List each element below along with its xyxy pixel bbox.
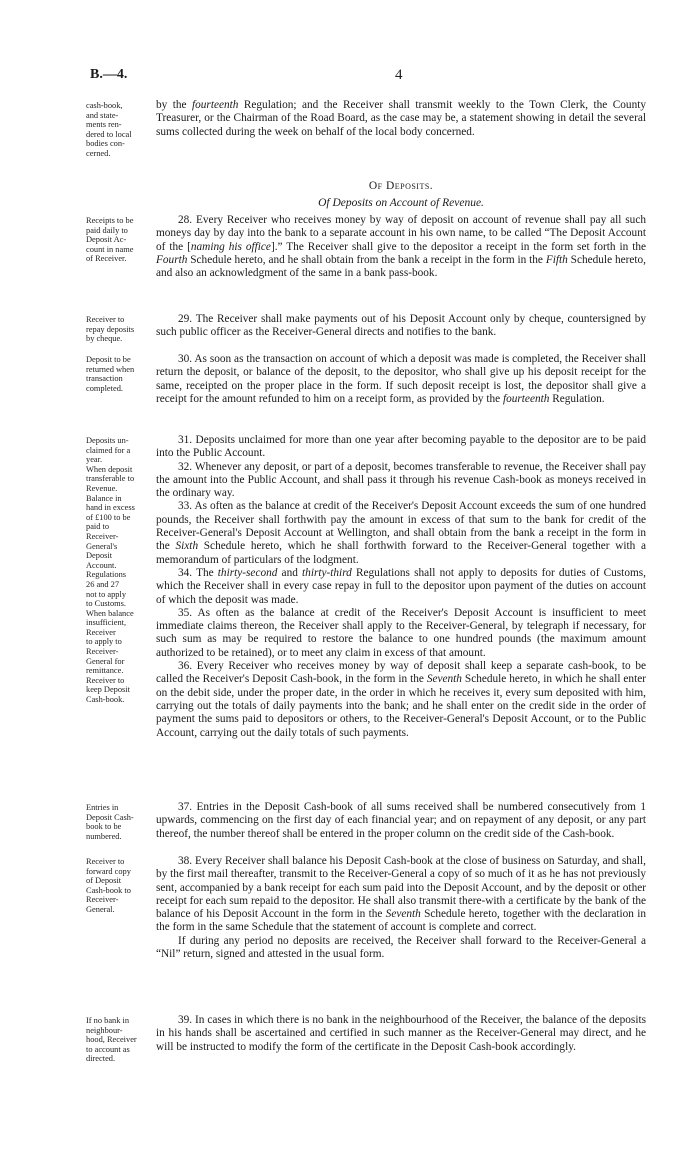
margin-note-line: to apply to [86,637,122,647]
margin-note-line: claimed for a [86,445,131,455]
section-38 [86,855,646,961]
paragraph-39: 39. In cases in which there is no bank in the neighbourhood of the Receiver, the balance of the deposits in his hands shall be ascertained and certified in such manner as the Receiver-General may direct, and he will be instructed to modify the form of the certificate in the Deposit Cash-book accordingly. [156,1014,646,1053]
margin-note-line: of Receiver. [86,254,127,264]
margin-note-line: Cash-book to [86,885,131,895]
paragraph-33: 33. As often as the balance at credit of the Receiver's Deposit Account exceeds the sum of one hundred pounds, the Receiver shall forthwith pay the amount in excess of that sum to the bank for credit of the Receiver-General's Deposit Account at Wellington, and shall obtain from the bank a receipt in the form in the Sixth Schedule hereto, which he shall forthwith forward to the Receiver-General together with a memorandum of particulars of the lodgment. [156,500,646,566]
margin-note-line: cash-book, [86,101,123,110]
margin-note [86,434,152,740]
margin-note-line: Receipts to be [86,216,134,225]
margin-note-line: Receiver- [86,895,119,905]
margin-note-line: Regulations [86,570,127,580]
section-title: Of Deposits. [368,180,434,192]
margin-note-line: General. [86,904,115,914]
section-29 [86,313,646,344]
margin-note-line: of £100 to be [86,512,131,522]
paragraph-29: 29. The Receiver shall make payments out of his Deposit Account only by cheque, countersigned by such public officer as the Receiver-General directs and notifies to the bank. [156,313,646,339]
margin-note-line: General for [86,656,125,666]
margin-note-line: hand in excess [86,503,135,513]
margin-note-line: If no bank in [86,1016,130,1025]
margin-note [86,214,152,280]
paragraph-body [156,99,646,159]
paragraph-37: 37. Entries in the Deposit Cash-book of all sums received shall be numbered consecutively from 1 upwards, commencing on the first day of each financial year; and on repayment of any deposit, or any part thereof, the number thereof shall be entered in the proper column on the credit side of the Cash-book. [156,801,646,840]
margin-note-line: book to be [86,822,122,832]
margin-note-line: directed. [86,1054,116,1064]
margin-note-line: Account. [86,560,117,570]
margin-note-line: year. [86,455,103,465]
paragraph-35: 35. As often as the balance at credit of the Receiver's Deposit Account is insufficient to meet immediate claims thereon, the Receiver shall apply to the Receiver-General, by telegraph if necessary, for such sum as may be required to restore the balance to one hundred pounds (the maximum amount authorized to be retained), or to meet any claim in excess of that amount. [156,606,646,659]
paragraph-continuation: by the fourteenth Regulation; and the Receiver shall transmit weekly to the Town Clerk, the County Treasurer, or the Chairman of the Road Board, as the case may be, a statement showing in detail the several sums collected during the week on behalf of the local body concerned. [156,99,647,138]
section-28 [86,214,646,280]
margin-note-line: General's [86,541,118,551]
page-number: 4 [395,67,403,83]
margin-note [86,313,152,344]
margin-note-line: Deposit to be [86,355,131,364]
margin-note-line: dered to local [86,129,132,139]
margin-note-line: to Customs. [86,599,127,609]
margin-note [86,855,152,961]
margin-note-line: to account as [86,1044,130,1054]
margin-note-line: ments ren- [86,120,122,130]
section-subtitle: Of Deposits on Account of Revenue. [318,197,484,209]
margin-note-line: Receiver to [86,315,125,324]
paragraph-34: 34. The thirty-second and thirty-third Regulations shall not apply to deposits for duties of Customs, which the Receiver shall in every case repay in full to the depositor upon payment of the duties on account of which the deposit was made. [156,566,646,606]
margin-note-line: not to apply [86,589,127,599]
paragraph-36: 36. Every Receiver who receives money by way of deposit shall keep a separate cash-book, to be called the Receiver's Deposit Cash-book, in the form in the Seventh Schedule hereto, in which he shall enter on the debit side, under the proper date, in the order in which he receives it, every sum deposited with him, carrying out the totals of daily payments into the bank; and he shall enter on the credit side in the order of payment the sums paid to depositors or others, to the Receiver-General's Deposit Account, or to the Public Account, carrying out the daily totals of such payments. [156,660,646,739]
margin-note-line: paid daily to [86,225,128,235]
margin-note-line: Deposit [86,551,113,561]
margin-note-line: of Deposit [86,876,122,886]
margin-note-line: transaction [86,374,123,384]
margin-note [86,99,152,159]
margin-note-line: Receiver [86,627,116,637]
section-30 [86,353,646,406]
margin-note-line: hood, Receiver [86,1035,137,1045]
document-code: B.—4. [90,67,128,82]
paragraph-38: 38. Every Receiver shall balance his Deposit Cash-book at the close of business on Saturday, and shall, by the first mail thereafter, transmit to the Receiver-General a copy of so much of it as he has not previously sent, accompanied by a bank receipt for each sum paid into the Deposit Account, and by the deposit or other receipt for each sum repaid to the depositor. He shall also transmit there-with a certificate by the bank of the balance of his Deposit Account in the form in the Seventh Schedule hereto, together with the declaration in the form in the same Schedule that the statement of account is complete and correct. [156,855,646,934]
margin-note-line: repay deposits [86,324,135,334]
paragraph-30: 30. As soon as the transaction on account of which a deposit was made is completed, the Receiver shall return the deposit, or balance of the deposit, to the depositor, who shall give up his deposit receipt for the same, receipted on the proper place in the form. If such deposit receipt is lost, the depositor shall give a receipt for the amount refunded to him on a receipt form, as provided by the fourteenth Regulation. [156,353,646,405]
paragraph-31: 31. Deposits unclaimed for more than one year after becoming payable to the depositor are to be paid into the Public Account. [156,434,646,460]
margin-note-line: cerned. [86,148,111,158]
margin-note-line: Balance in [86,493,122,503]
margin-note-line: remittance. [86,666,124,676]
margin-note-line: numbered. [86,831,122,841]
margin-note-line: neighbour- [86,1025,123,1035]
margin-note-line: Receiver to [86,675,125,685]
margin-note-line: returned when [86,364,135,374]
section-37 [86,801,646,841]
margin-note-line: Deposit Cash- [86,812,134,822]
margin-note-line: forward copy [86,866,131,876]
margin-note-line: Receiver- [86,531,119,541]
margin-note-line: Receiver- [86,647,119,657]
margin-note-line: Deposits un- [86,436,129,445]
section-31-36 [86,434,646,740]
margin-note-line: When deposit [86,464,133,474]
margin-note-line: and state- [86,110,119,120]
margin-note-line: When balance [86,608,134,618]
paragraph-38-nil: If during any period no deposits are received, the Receiver shall forward to the Receiver-General a “Nil” return, signed and attested in the usual form. [156,934,646,961]
paragraph-28: 28. Every Receiver who receives money by way of deposit on account of revenue shall pay all such moneys day by day into the bank to a separate account in his own name, to be called “The Deposit Account of the [naming his office].” The Receiver shall give to the depositor a receipt in the form set forth in the Fourth Schedule hereto, and he shall obtain from the bank a receipt in the form in the Fifth Schedule hereto, and also an acknowledgment of the same in a bank pass-book. [156,214,646,280]
margin-note-line: transferable to [86,474,135,484]
margin-note-line: keep Deposit [86,685,130,695]
top-section [86,99,646,159]
margin-note-line: Receiver to [86,857,125,866]
margin-note-line: by cheque. [86,334,123,344]
margin-note-line: Cash-book. [86,695,125,705]
margin-note-line: 26 and 27 [86,579,120,589]
margin-note-line: Entries in [86,803,119,812]
margin-note-line: insufficient, [86,618,127,628]
margin-note-line: completed. [86,383,123,393]
section-39 [86,1014,646,1064]
margin-note-line: bodies con- [86,139,125,149]
margin-note-line: Revenue. [86,483,118,493]
margin-note [86,1014,152,1064]
margin-note [86,353,152,406]
margin-note [86,801,152,841]
paragraph-32: 32. Whenever any deposit, or part of a deposit, becomes transferable to revenue, the Receiver shall pay the amount into the Public Account, and shall pass it through his revenue Cash-book as moneys received in the ordinary way. [156,460,646,500]
margin-note-line: paid to [86,522,110,532]
margin-note-line: Deposit Ac- [86,235,127,245]
margin-note-line: count in name [86,244,134,254]
